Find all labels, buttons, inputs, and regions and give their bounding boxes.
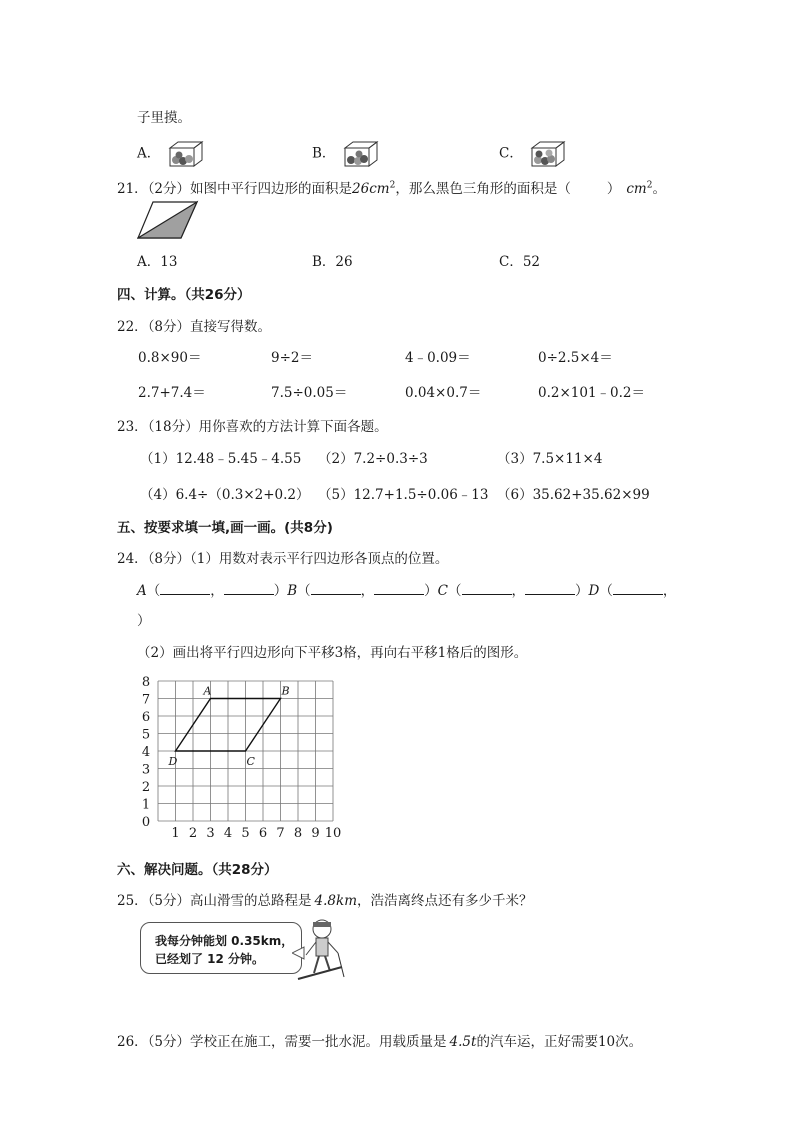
section-title: 四、计算。（共26分） <box>117 287 251 303</box>
calc-item: 0.2×101﹣0.2＝ <box>538 385 646 401</box>
calc-item: （4）6.4÷（0.3×2+0.2） <box>140 487 310 503</box>
vertex-label: B <box>287 583 298 599</box>
q24-stem <box>117 547 448 567</box>
paren-left: （ <box>599 583 613 599</box>
calc-item: 4﹣0.09＝ <box>405 350 471 366</box>
q22-stem <box>117 315 271 335</box>
cube-box-icon <box>168 140 204 168</box>
q26-text: 学校正在施工，需要一批水泥。用载质量是 <box>190 1034 447 1050</box>
section-title: 六、解决问题。（共28分） <box>117 862 278 878</box>
q20-option-a[interactable] <box>137 140 204 168</box>
x-tick-label: 2 <box>188 826 198 841</box>
q25-text2: ，浩浩离终点还有多少千米？ <box>357 893 533 909</box>
q21-end: 。 <box>652 181 666 197</box>
q21-option-a[interactable]: A．13 <box>137 254 178 270</box>
q20-option-b[interactable] <box>312 140 379 168</box>
q25-value: 4.8 <box>314 893 337 909</box>
x-tick-label: 4 <box>223 826 233 841</box>
question-score: （2分） <box>147 181 191 197</box>
answer-blank[interactable] <box>311 582 361 595</box>
comma: ， <box>360 583 375 599</box>
paren-left: （ <box>448 583 462 599</box>
q26-text2: 的汽车运，正好需要10次。 <box>476 1034 643 1050</box>
q21-option-c[interactable]: C．52 <box>499 254 541 270</box>
q20-option-c[interactable] <box>499 140 566 168</box>
q21-unit-sup: 2 <box>389 180 396 191</box>
x-tick-label: 7 <box>276 826 285 841</box>
q21-stem <box>117 177 666 197</box>
vertex-label: C <box>437 583 449 599</box>
q21-unit2: cm <box>626 181 647 197</box>
question-number: 22． <box>117 319 148 335</box>
answer-blank[interactable] <box>462 582 512 595</box>
vertex-label: A <box>137 583 147 599</box>
calc-item: 0÷2.5×4＝ <box>538 350 613 366</box>
y-tick-label: 2 <box>141 780 151 795</box>
q23-stem <box>117 415 388 435</box>
calc-item: 7.5÷0.05＝ <box>271 385 348 401</box>
calc-item: （3）7.5×11×4 <box>497 451 603 467</box>
comma: ， <box>210 583 224 599</box>
calc-item: （6）35.62+35.62×99 <box>497 487 650 503</box>
question-number: 26． <box>117 1034 148 1050</box>
question-number: 24． <box>117 551 148 567</box>
q21-unit: cm <box>369 181 390 197</box>
x-tick-label: 3 <box>206 826 215 841</box>
option-label: C． <box>499 145 523 162</box>
option-label: A． <box>137 145 161 162</box>
q25-text: 高山滑雪的总路程是 <box>190 893 312 909</box>
paren-left: （ <box>146 583 161 599</box>
answer-blank[interactable] <box>224 582 274 595</box>
coordinate-blanks <box>137 579 676 599</box>
x-tick-label: 1 <box>171 826 180 841</box>
question-score: （8分） <box>147 551 191 567</box>
paren-right: ） <box>273 583 288 599</box>
paren-right: ） <box>137 613 151 629</box>
y-tick-label: 0 <box>141 815 151 830</box>
paren-left: （ <box>297 583 311 599</box>
x-tick-label: 10 <box>324 826 342 841</box>
skier-illustration-icon <box>292 915 352 985</box>
question-text: 直接写得数。 <box>190 319 272 335</box>
bubble-line-1: 我每分钟能划 0.35km， <box>155 934 294 948</box>
y-tick-label: 3 <box>141 762 151 778</box>
calc-item: 0.04×0.7＝ <box>405 385 482 401</box>
x-tick-label: 6 <box>258 826 268 841</box>
cube-box-icon <box>343 140 379 168</box>
q21-text: 如图中平行四边形的面积是 <box>190 181 353 197</box>
answer-blank[interactable] <box>525 582 575 595</box>
x-tick-label: 5 <box>241 826 250 841</box>
paren-right: ） <box>424 583 438 599</box>
section-title: 五、按要求填一填,画一画。(共8分) <box>117 520 333 536</box>
question-number: 25． <box>117 893 148 909</box>
q26-value: 4.5 <box>449 1034 472 1050</box>
q25-stem <box>117 889 533 909</box>
vertex-label: B <box>281 684 290 698</box>
bubble-line-2: 已经划了 12 分钟。 <box>155 952 265 966</box>
q21-option-b[interactable]: B．26 <box>312 254 353 270</box>
paren-right: ） <box>575 583 589 599</box>
q26-stem <box>117 1030 642 1050</box>
cube-box-icon <box>530 140 566 168</box>
q21-value: 26 <box>352 181 370 197</box>
question-score: （18分） <box>147 419 199 435</box>
calc-item: 9÷2＝ <box>271 350 313 366</box>
coordinate-grid <box>130 670 350 848</box>
question-score: （5分） <box>147 1034 191 1050</box>
calc-item: 0.8×90＝ <box>138 350 202 366</box>
y-tick-label: 4 <box>141 745 151 760</box>
comma: ， <box>662 583 677 599</box>
answer-blank[interactable] <box>374 582 424 595</box>
q21-unit2-sup: 2 <box>646 180 653 191</box>
x-tick-label: 8 <box>293 826 303 841</box>
q25-unit: km <box>336 893 357 909</box>
q26-unit: t <box>471 1034 477 1050</box>
question-score: （8分） <box>147 319 191 335</box>
q24-part2: （2）画出将平行四边形向下平移3格，再向右平移1格后的图形。 <box>137 645 528 661</box>
y-tick-label: 5 <box>141 727 151 743</box>
comma: ， <box>511 583 526 599</box>
calc-item: （1）12.48﹣5.45﹣4.55 <box>140 451 302 467</box>
question-text: 用你喜欢的方法计算下面各题。 <box>198 419 388 435</box>
question-number: 23． <box>117 419 148 435</box>
question-text: （1）用数对表示平行四边形各顶点的位置。 <box>190 551 449 567</box>
calc-item: （5）12.7+1.5÷0.06﹣13 <box>318 487 489 503</box>
vertex-label: A <box>203 684 212 698</box>
y-tick-label: 8 <box>141 675 151 690</box>
y-tick-label: 7 <box>141 692 151 708</box>
answer-blank[interactable] <box>613 582 663 595</box>
calc-item: 2.7+7.4＝ <box>138 385 206 401</box>
vertex-label: D <box>588 583 600 599</box>
question-number: 21． <box>117 181 148 197</box>
q20-continuation: 子里摸。 <box>137 110 191 126</box>
q21-text3: ） <box>606 181 621 197</box>
vertex-label: C <box>246 755 255 768</box>
q21-text2: ，那么黑色三角形的面积是（ <box>395 181 571 197</box>
question-score: （5分） <box>147 893 191 909</box>
vertex-label: D <box>168 755 178 768</box>
x-tick-label: 9 <box>311 826 320 841</box>
option-label: B． <box>312 145 336 162</box>
parallelogram-figure <box>137 200 199 240</box>
calc-item: （2）7.2÷0.3÷3 <box>318 451 428 467</box>
answer-blank[interactable] <box>160 582 210 595</box>
y-tick-label: 1 <box>141 797 151 813</box>
y-tick-label: 6 <box>141 710 151 725</box>
